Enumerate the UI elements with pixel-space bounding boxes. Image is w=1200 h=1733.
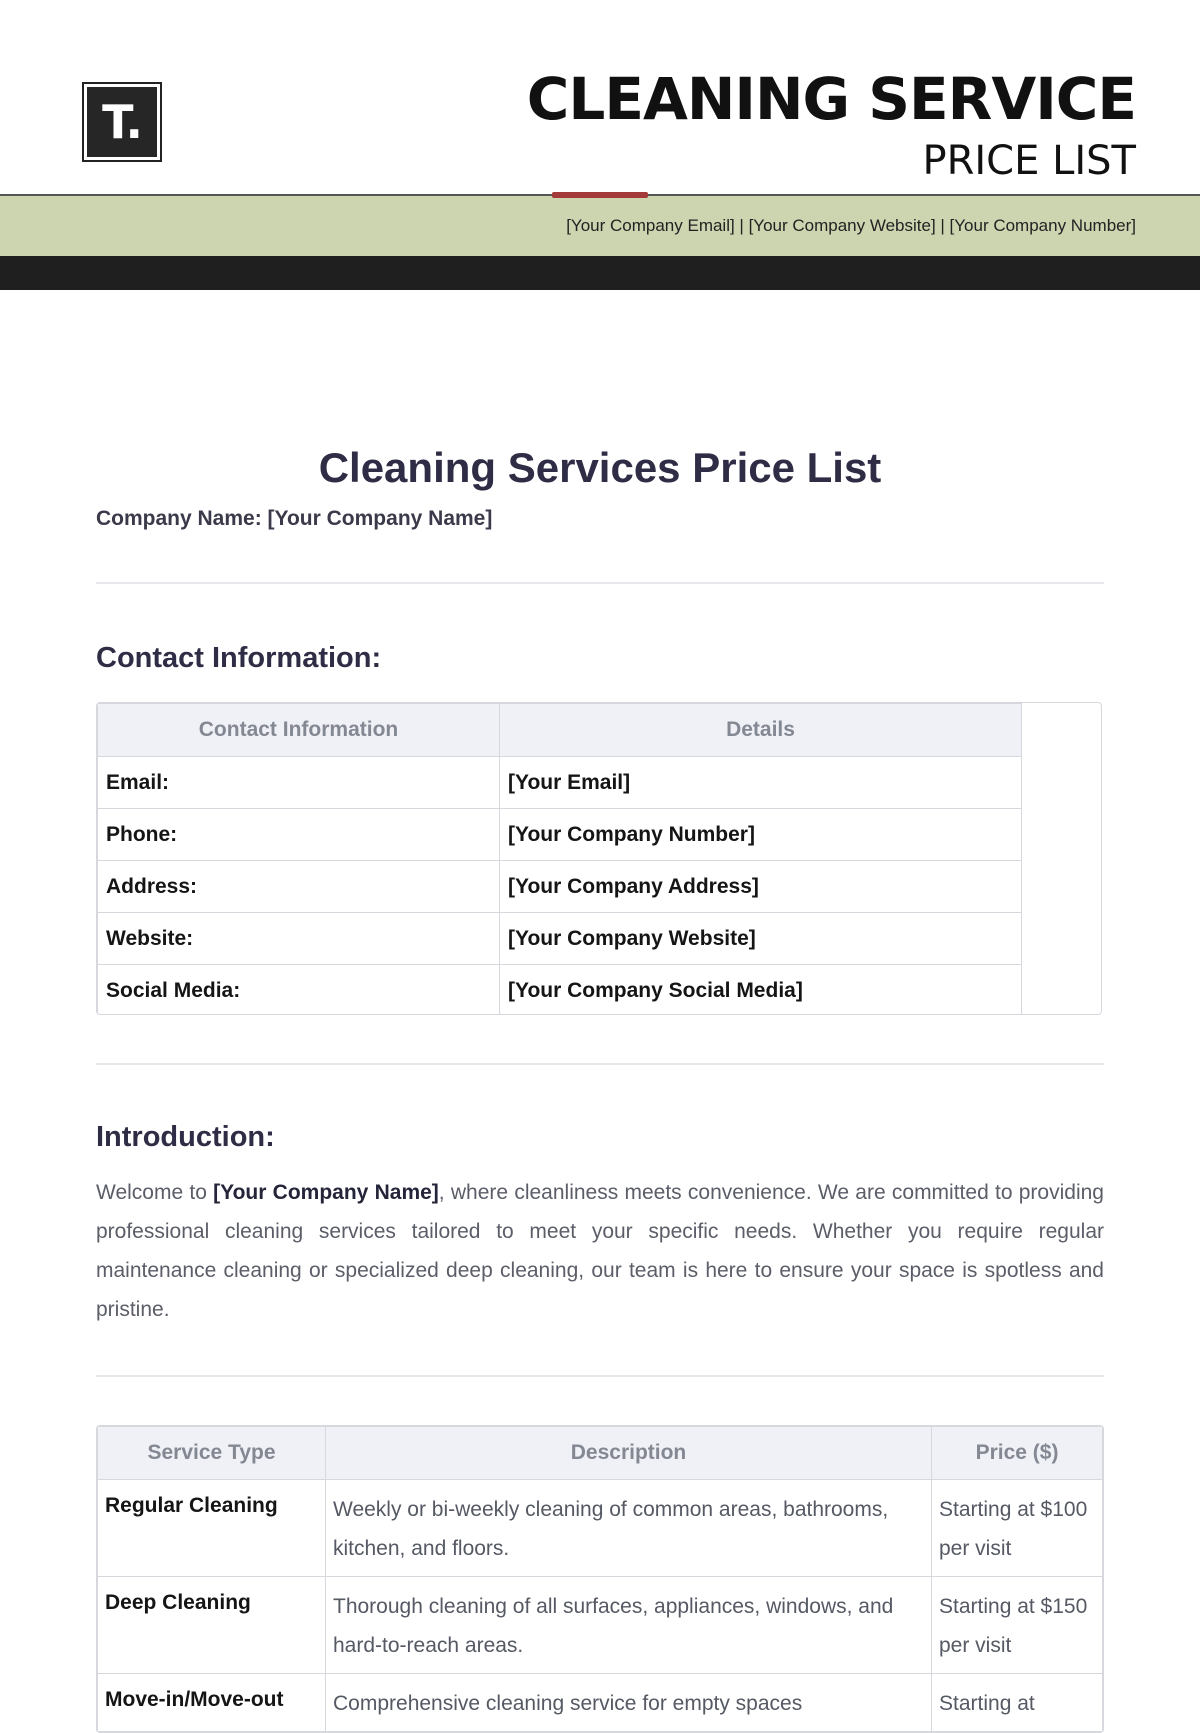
table-row <box>98 861 1022 913</box>
table-row <box>98 1674 1103 1732</box>
column-header: Description <box>326 1427 932 1480</box>
page-header <box>0 0 1200 290</box>
contact-value: [Your Company Social Media] <box>500 965 1022 1016</box>
contact-heading: Contact Information: <box>96 642 382 674</box>
contact-label: Address: <box>98 861 500 913</box>
service-price: Starting at $100 per visit <box>932 1480 1103 1577</box>
service-description: Weekly or bi-weekly cleaning of common areas, bathrooms, kitchen, and floors. <box>326 1480 932 1577</box>
introduction-paragraph <box>96 1173 1104 1329</box>
services-header-row <box>98 1427 1103 1480</box>
table-row <box>98 913 1022 965</box>
divider <box>96 1063 1104 1065</box>
service-price: Starting at <box>932 1674 1103 1732</box>
table-row <box>98 1577 1103 1674</box>
contact-table-frame <box>96 702 1102 1015</box>
services-table <box>97 1426 1103 1732</box>
table-row <box>98 809 1022 861</box>
service-type: Move-in/Move-out <box>98 1674 326 1732</box>
header-subtitle: PRICE LIST <box>922 138 1136 184</box>
column-header: Price ($) <box>932 1427 1103 1480</box>
column-header: Contact Information <box>98 704 500 757</box>
service-description: Comprehensive cleaning service for empty spaces <box>326 1674 932 1732</box>
table-row <box>98 757 1022 809</box>
contact-label: Email: <box>98 757 500 809</box>
contact-label: Website: <box>98 913 500 965</box>
header-accent-bar <box>552 192 648 198</box>
intro-company-name: [Your Company Name] <box>213 1181 439 1204</box>
header-dark-strip <box>0 256 1200 290</box>
column-header: Service Type <box>98 1427 326 1480</box>
divider <box>96 1375 1104 1377</box>
service-price: Starting at $150 per visit <box>932 1577 1103 1674</box>
page-title: Cleaning Services Price List <box>318 444 882 491</box>
intro-text-rest: , where cleanliness meets convenience. We are committed to providing professional cleaning services tailored to meet your specific needs. Whether you require regular maintenance cleaning or specialized deep cleaning, our team is here to ensure your space is spotless and pristine. <box>96 1181 1104 1321</box>
column-header: Details <box>500 704 1022 757</box>
divider <box>96 582 1104 584</box>
contact-label: Social Media: <box>98 965 500 1016</box>
service-type: Regular Cleaning <box>98 1480 326 1577</box>
contact-table-header-row <box>98 704 1022 757</box>
services-table-frame <box>96 1425 1104 1733</box>
table-row <box>98 965 1022 1016</box>
header-title: CLEANING SERVICE <box>526 65 1136 133</box>
company-logo <box>82 82 162 162</box>
service-description: Thorough cleaning of all surfaces, appliances, windows, and hard-to-reach areas. <box>326 1577 932 1674</box>
header-contact-line: [Your Company Email] | [Your Company Website] | [Your Company Number] <box>566 216 1136 235</box>
contact-value: [Your Email] <box>500 757 1022 809</box>
contact-table <box>97 703 1022 1015</box>
introduction-heading: Introduction: <box>96 1121 275 1153</box>
document-body <box>96 440 1104 1733</box>
contact-value: [Your Company Address] <box>500 861 1022 913</box>
company-name-line: Company Name: [Your Company Name] <box>96 507 493 530</box>
contact-label: Phone: <box>98 809 500 861</box>
logo-mark: T. <box>87 87 157 157</box>
contact-value: [Your Company Number] <box>500 809 1022 861</box>
intro-text-start: Welcome to <box>96 1181 214 1204</box>
table-row <box>98 1480 1103 1577</box>
contact-value: [Your Company Website] <box>500 913 1022 965</box>
service-type: Deep Cleaning <box>98 1577 326 1674</box>
